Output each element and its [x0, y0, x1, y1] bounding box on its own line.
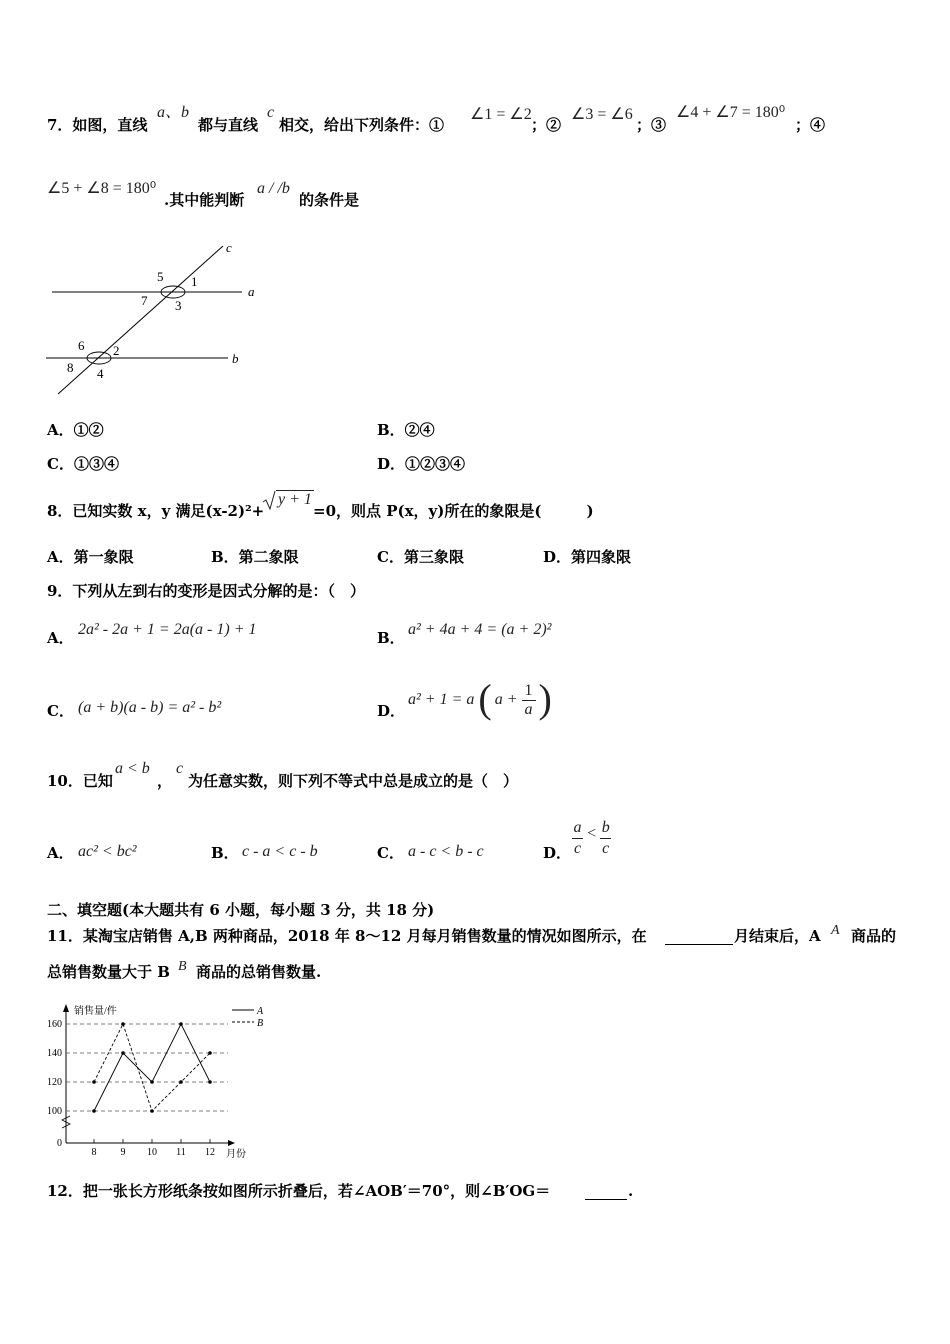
q10-d-lt: < — [587, 824, 597, 842]
series-line-a — [94, 1024, 210, 1111]
q7-cond1: ∠1 = ∠2 — [470, 106, 532, 123]
q9-d-fraction — [522, 682, 536, 719]
q9-option-d — [408, 676, 552, 724]
q10-d-c2: c — [602, 840, 610, 857]
q10-comma: ， — [157, 772, 173, 790]
q7-prefix: 7．如图，直线 — [47, 116, 148, 134]
q7-cond2: ∠3 = ∠6 — [571, 106, 633, 123]
q7-sep1: ；② — [531, 116, 562, 134]
data-point-b — [208, 1051, 212, 1055]
q9-d-num: 1 — [524, 681, 533, 699]
y-tick-label: 160 — [47, 1019, 62, 1030]
q10-d-a: a — [573, 819, 582, 836]
q9-d-paren-close: ) — [538, 675, 552, 721]
q9-label-c: C． — [47, 702, 74, 720]
line-c — [58, 246, 223, 394]
label-2: 2 — [113, 343, 120, 358]
q10-d-c1: c — [574, 840, 582, 857]
q10-d-b: b — [601, 819, 610, 836]
data-point-b — [150, 1109, 154, 1113]
q7-sep2: ；③ — [636, 116, 667, 134]
q7-option-c: C．①③④ — [47, 455, 119, 473]
label-8: 8 — [67, 360, 74, 375]
q7-parallel: a / /b — [257, 180, 290, 197]
q9-option-c: (a + b)(a - b) = a² - b² — [78, 699, 222, 716]
parallel-lines-figure — [40, 238, 270, 398]
data-point-b — [179, 1080, 183, 1084]
label-c: c — [226, 240, 232, 255]
q9-stem: 9．下列从左到右的变形是因式分解的是：（ ） — [47, 582, 365, 600]
label-1: 1 — [191, 274, 198, 289]
y-axis-label: 销售量/件 — [74, 1006, 117, 1017]
data-point-a — [208, 1080, 212, 1084]
q11-line1-c: 商品的 — [851, 927, 897, 945]
q10-cond: a < b — [115, 760, 150, 777]
q8-text-b: =0，则点 P(x，y)所在的象限是( ) — [313, 502, 594, 520]
q10-label-d: D． — [543, 844, 572, 862]
label-4: 4 — [97, 366, 104, 381]
q7-option-b: B．②④ — [377, 421, 435, 439]
y-axis-arrow — [63, 1004, 69, 1012]
label-5: 5 — [157, 269, 164, 284]
q7-sep3: ；④ — [795, 116, 826, 134]
y-tick-label: 100 — [47, 1106, 62, 1117]
q8-sqrt — [262, 490, 314, 510]
q8-option-c: C．第三象限 — [377, 548, 464, 566]
q7-var-c: c — [267, 104, 275, 121]
q12-suffix: . — [628, 1182, 634, 1200]
q10-d-frac1 — [572, 818, 583, 859]
answer-blank — [585, 1182, 627, 1200]
q9-label-a: A． — [47, 629, 74, 647]
section-2-heading: 二、填空题(本大题共有 6 小题，每小题 3 分，共 18 分) — [47, 901, 435, 919]
q9-d-left: a² + 1 = a — [408, 691, 475, 708]
q10-suffix: 为任意实数，则下列不等式中总是成立的是（ ） — [188, 772, 519, 790]
q10-d-frac2 — [600, 818, 611, 859]
q10-label-c: C． — [377, 844, 404, 862]
q11-line2-a: 总销售数量大于 B — [47, 963, 170, 981]
data-point-a — [92, 1109, 96, 1113]
legend-label-a: A — [257, 1006, 264, 1017]
label-3: 3 — [175, 298, 182, 313]
q7-option-d: D．①②③④ — [377, 455, 466, 473]
q10-label-a: A． — [47, 844, 74, 862]
q8-option-d: D．第四象限 — [543, 548, 632, 566]
q9-option-b: a² + 4a + 4 = (a + 2)² — [408, 621, 552, 638]
q7-option-a: A．①② — [47, 421, 104, 439]
x-tick-label: 11 — [176, 1147, 186, 1158]
q7-mid3: .其中能判断 — [164, 191, 245, 209]
q7-mid2: 相交，给出下列条件：① — [279, 116, 445, 134]
q7-mid1: 都与直线 — [198, 116, 259, 134]
q10-option-c: a - c < b - c — [408, 843, 484, 860]
data-point-a — [179, 1022, 183, 1026]
q10-option-a: ac² < bc² — [78, 843, 137, 860]
q8-option-b: B．第二象限 — [211, 548, 299, 566]
q9-label-d: D． — [377, 702, 406, 720]
q11-line1-b: 月结束后，A — [734, 927, 821, 945]
x-tick-label: 12 — [205, 1147, 215, 1158]
q10-label-b: B． — [211, 844, 239, 862]
data-point-b — [121, 1022, 125, 1026]
legend-label-b: B — [257, 1018, 264, 1029]
label-7: 7 — [141, 293, 148, 308]
q10-option-d — [572, 818, 611, 859]
data-point-b — [92, 1080, 96, 1084]
y-tick-label: 0 — [57, 1138, 62, 1149]
q12-blank — [585, 1182, 627, 1204]
axis-break-mark — [62, 1116, 70, 1128]
q8-option-a: A．第一象限 — [47, 548, 134, 566]
q9-option-a: 2a² - 2a + 1 = 2a(a - 1) + 1 — [78, 621, 257, 638]
q12-prefix: 12．把一张长方形纸条按如图所示折叠后，若∠AOB′＝70°，则∠B′OG＝ — [47, 1182, 551, 1200]
x-tick-label: 10 — [147, 1147, 157, 1158]
data-point-a — [150, 1080, 154, 1084]
x-tick-label: 8 — [91, 1147, 97, 1158]
q10-var-c: c — [176, 760, 184, 777]
sqrt-body: y + 1 — [278, 491, 312, 508]
label-6: 6 — [78, 338, 85, 353]
q7-cond4: ∠5 + ∠8 = 180⁰ — [47, 180, 157, 197]
y-tick-label: 120 — [47, 1077, 62, 1088]
q9-d-den: a — [522, 700, 536, 719]
sales-line-chart — [40, 1000, 280, 1165]
q11-line2-b: 商品的总销售数量. — [196, 963, 322, 981]
x-tick-label: 9 — [120, 1147, 126, 1158]
q11-var-b: B — [178, 959, 187, 974]
label-a: a — [248, 284, 255, 299]
series-line-b — [94, 1024, 210, 1111]
data-point-a — [121, 1051, 125, 1055]
q7-var-ab: a、b — [157, 104, 190, 121]
y-tick-label: 140 — [47, 1048, 62, 1059]
q11-blank — [665, 927, 733, 949]
q9-d-inner: a + — [494, 691, 518, 708]
answer-blank — [665, 927, 733, 945]
x-axis-arrow — [228, 1140, 235, 1146]
sqrt-symbol — [262, 490, 276, 510]
q11-line1-a: 11．某淘宝店销售 A,B 两种商品，2018 年 8～12 月每月销售数量的情况如图所示，在 — [47, 927, 647, 945]
q11-var-a: A — [831, 923, 840, 938]
q7-cond3: ∠4 + ∠7 = 180⁰ — [676, 104, 786, 121]
q10-prefix: 10．已知 — [47, 772, 113, 790]
q10-option-b: c - a < c - b — [242, 843, 318, 860]
x-axis-label: 月份 — [226, 1149, 246, 1160]
label-b: b — [232, 351, 239, 366]
q9-label-b: B． — [377, 629, 405, 647]
q8-text-a: 8．已知实数 x，y 满足(x-2)²+ — [47, 502, 265, 520]
q9-d-paren-open: ( — [478, 675, 492, 721]
q7-suffix: 的条件是 — [299, 191, 360, 209]
